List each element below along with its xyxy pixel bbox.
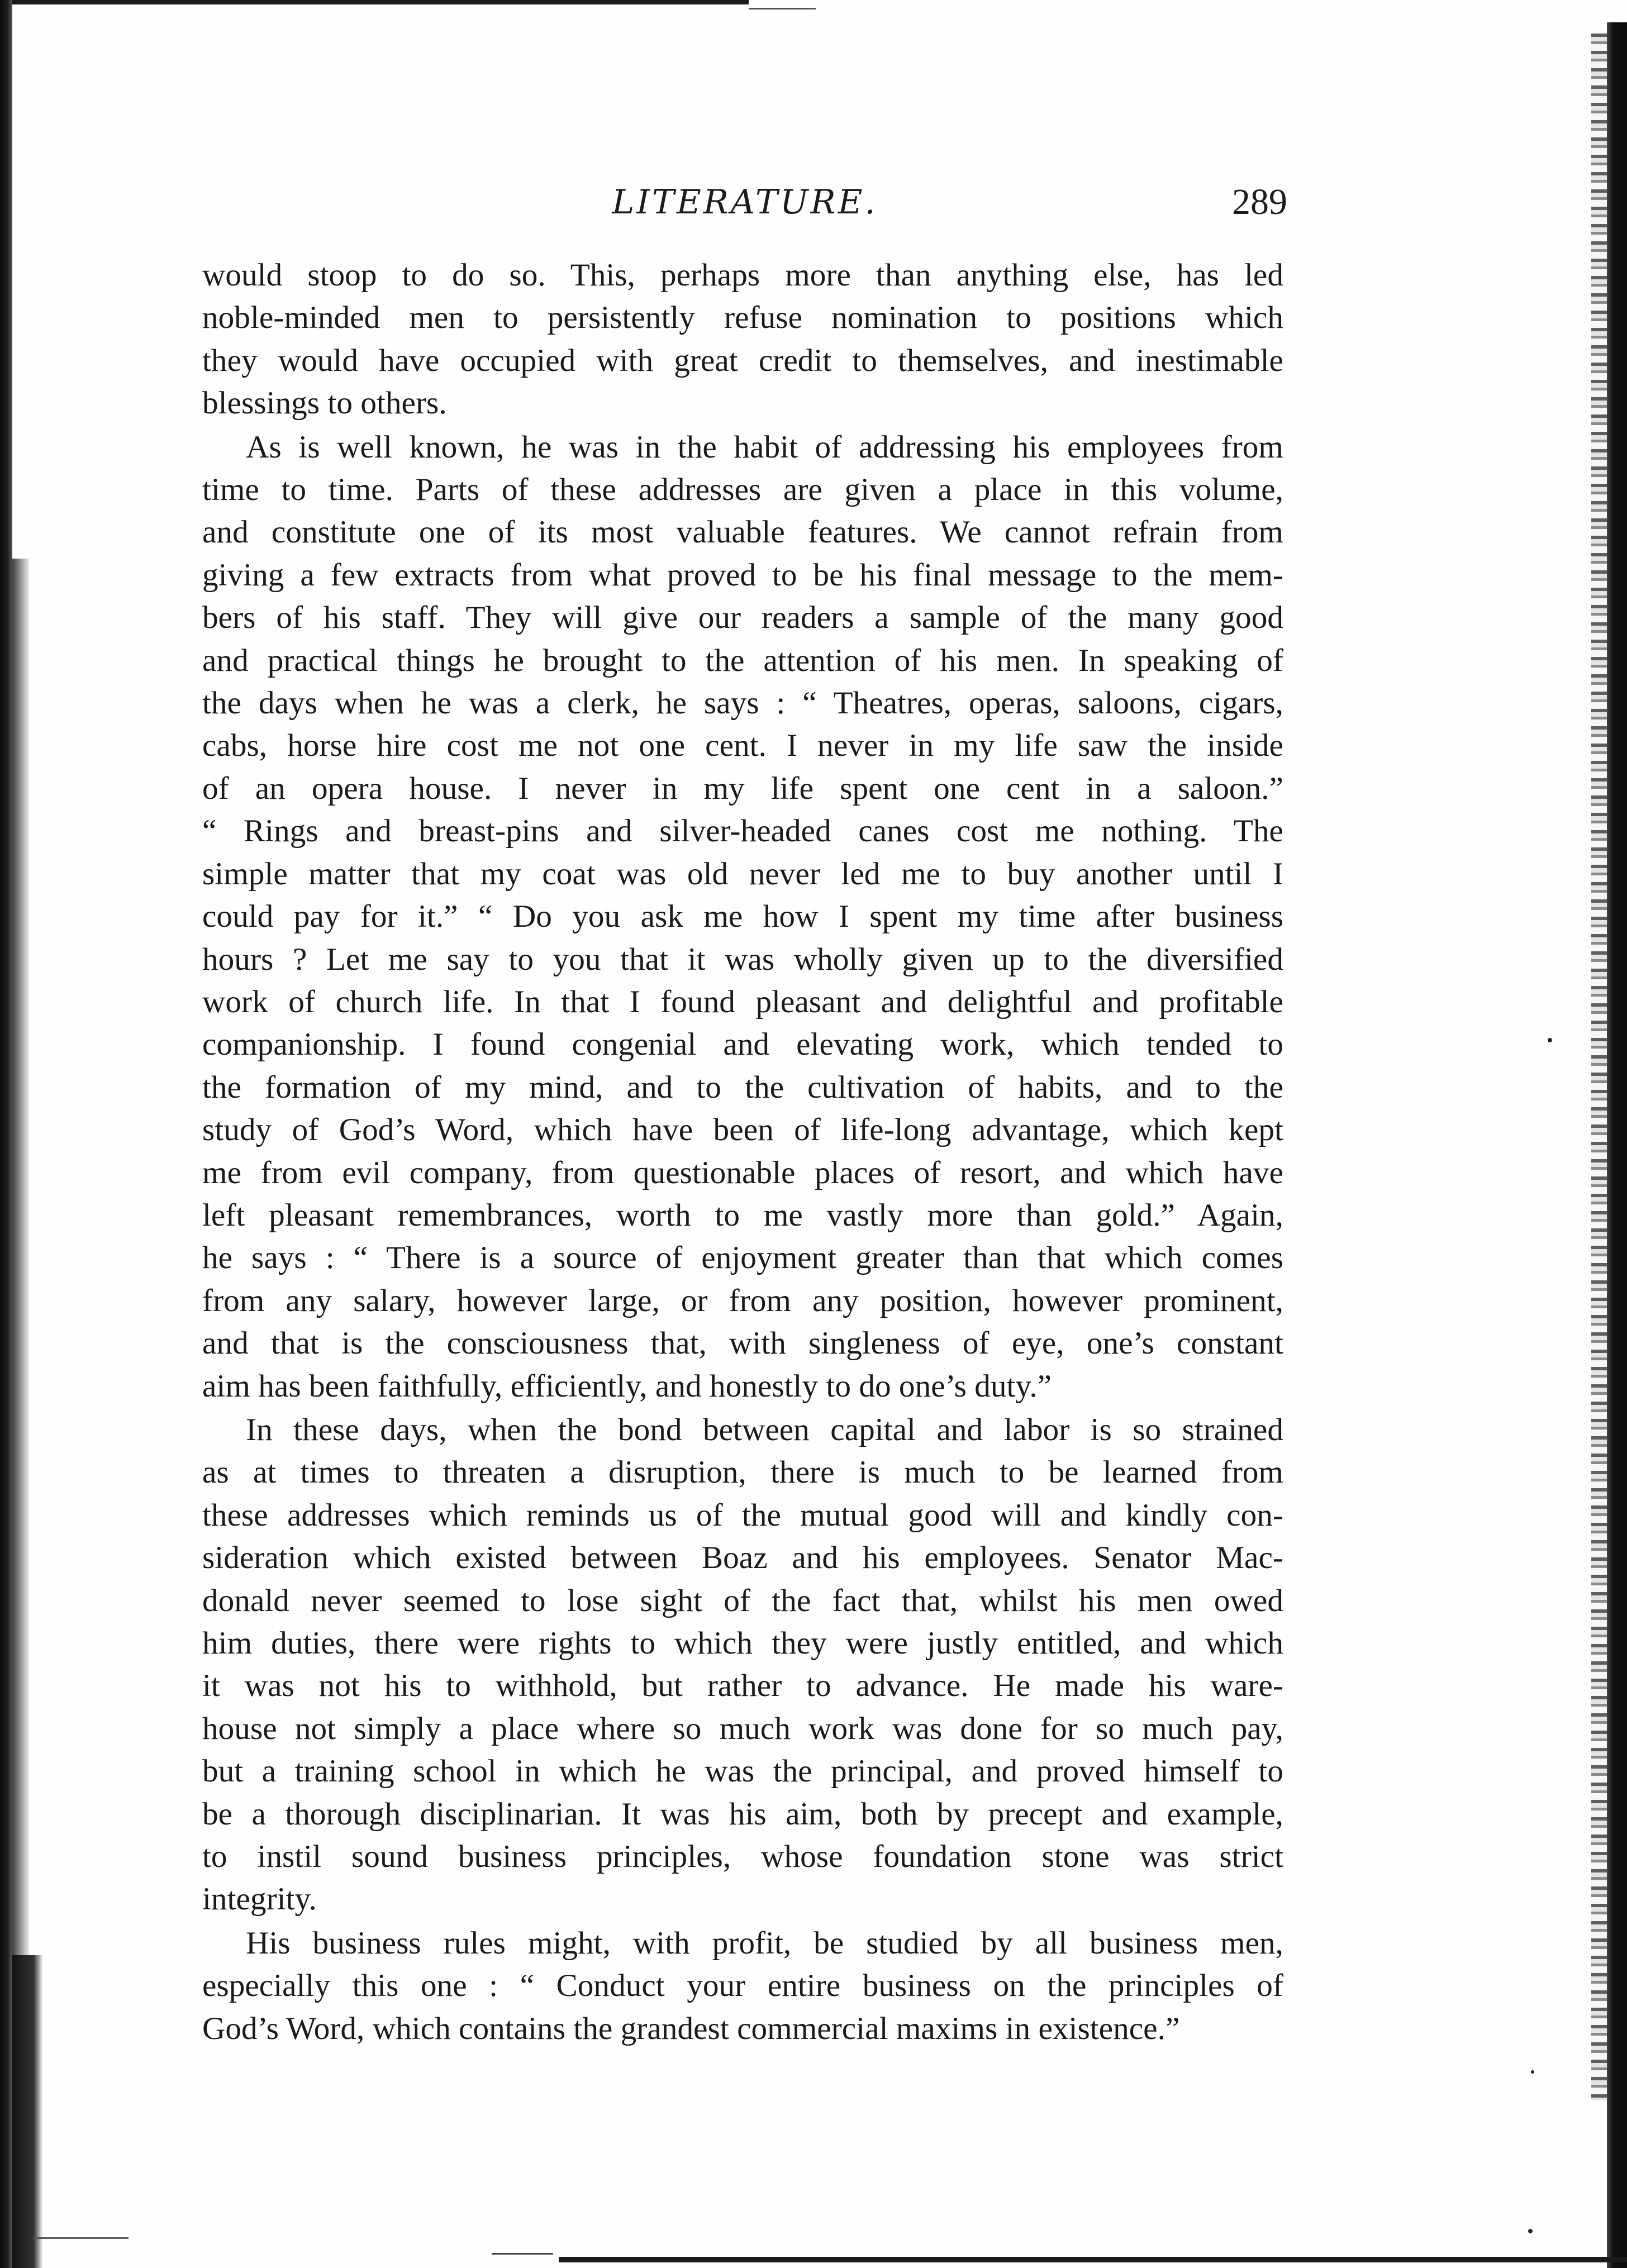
text-line: be a thorough disciplinarian. It was his aim, both by precept and example,: [202, 1796, 1283, 1832]
text-line: as at times to threaten a disruption, there is much to be learned from: [202, 1455, 1283, 1490]
scan-edge-top-line: [749, 8, 816, 9]
text-line: bers of his staff. They will give our readers a sample of the many good: [202, 600, 1283, 636]
text-line: but a training school in which he was the principal, and proved himself to: [202, 1754, 1283, 1789]
paragraph: [202, 1922, 1283, 2050]
scan-edge-right-noise: [1591, 34, 1607, 2100]
text-line: His business rules might, with profit, be studied by all business men,: [246, 1925, 1283, 1961]
scan-edge-right: [1607, 22, 1627, 2268]
text-line: could pay for it.” “ Do you ask me how I spent my time after business: [202, 899, 1283, 935]
text-line: house not simply a place where so much work was done for so much pay,: [202, 1710, 1283, 1746]
scan-speck: [1548, 1038, 1552, 1042]
body-text: [202, 254, 1283, 2050]
text-line: simple matter that my coat was old never led me to buy another until I: [202, 856, 1283, 892]
text-line: In these days, when the bond between capital and labor is so strained: [246, 1412, 1283, 1447]
paragraph: [202, 254, 1283, 425]
text-line: would stoop to do so. This, perhaps more than anything else, has led: [202, 258, 1283, 293]
text-line: left pleasant remembrances, worth to me vastly more than gold.” Again,: [202, 1197, 1283, 1233]
text-line: cabs, horse hire cost me not one cent. I never in my life saw the inside: [202, 728, 1283, 764]
text-line: donald never seemed to lose sight of the fact that, whilst his men owed: [202, 1583, 1283, 1618]
scan-edge-left-dark: [12, 1955, 43, 2268]
text-line: these addresses which reminds us of the mutual good will and kindly con-: [202, 1497, 1283, 1533]
scan-speck: [1531, 2070, 1534, 2074]
text-line: integrity.: [202, 1881, 317, 1917]
scan-edge-top: [0, 0, 749, 4]
paragraph: [202, 426, 1283, 1408]
text-line: time to time. Parts of these addresses are given a place in this volume,: [202, 472, 1283, 508]
scan-edge-bottom: [559, 2257, 1627, 2262]
text-line: study of God’s Word, which have been of life-long advantage, which kept: [202, 1112, 1283, 1148]
text-line: giving a few extracts from what proved to be his final message to the mem-: [202, 557, 1283, 593]
text-line: of an opera house. I never in my life spent one cent in a saloon.”: [202, 770, 1283, 806]
scan-speck: [1528, 2229, 1533, 2233]
text-line: companionship. I found congenial and elevating work, which tended to: [202, 1027, 1283, 1062]
text-line: noble-minded men to persistently refuse nomination to positions which: [202, 300, 1283, 336]
text-line: especially this one : “ Conduct your entire business on the principles of: [202, 1968, 1283, 2004]
text-line: aim has been faithfully, efficiently, and honestly to do one’s duty.”: [202, 1368, 1052, 1404]
text-line: As is well known, he was in the habit of addressing his employees from: [246, 429, 1283, 465]
scan-edge-bottom-left: [34, 2237, 129, 2239]
text-line: him duties, there were rights to which they were justly entitled, and which: [202, 1626, 1283, 1661]
text-line: the days when he was a clerk, he says : “ Theatres, operas, saloons, cigars,: [202, 685, 1283, 721]
text-line: and practical things he brought to the attention of his men. In speaking of: [202, 642, 1283, 678]
text-line: and that is the consciousness that, with singleness of eye, one’s constant: [202, 1326, 1283, 1361]
text-line: sideration which existed between Boaz and his employees. Senator Mac-: [202, 1540, 1283, 1576]
text-line: they would have occupied with great credit to themselves, and inestimable: [202, 342, 1283, 378]
running-head: LITERATURE.: [612, 183, 878, 222]
text-line: to instil sound business principles, whose foundation stone was strict: [202, 1839, 1283, 1875]
text-line: he says : “ There is a source of enjoyment greater than that which comes: [202, 1240, 1283, 1276]
text-line: me from evil company, from questionable places of resort, and which have: [202, 1155, 1283, 1190]
scan-edge-left: [0, 0, 12, 2268]
text-line: “ Rings and breast-pins and silver-headed canes cost me nothing. The: [202, 813, 1283, 849]
page-header: [202, 180, 1287, 230]
paragraph: [202, 1409, 1283, 1921]
text-line: God’s Word, which contains the grandest commercial maxims in existence.”: [202, 2010, 1180, 2046]
text-line: hours ? Let me say to you that it was wholly given up to the diversified: [202, 941, 1283, 977]
text-line: the formation of my mind, and to the cultivation of habits, and to the: [202, 1069, 1283, 1105]
text-line: and constitute one of its most valuable features. We cannot refrain from: [202, 514, 1283, 550]
text-line: work of church life. In that I found pleasant and delightful and profitable: [202, 984, 1283, 1019]
text-line: from any salary, however large, or from any position, however prominent,: [202, 1283, 1283, 1318]
text-line: blessings to others.: [202, 385, 447, 421]
text-line: it was not his to withhold, but rather to advance. He made his ware-: [202, 1668, 1283, 1704]
scan-edge-bottom-dash: [492, 2253, 553, 2255]
page-number: 289: [1232, 182, 1287, 222]
